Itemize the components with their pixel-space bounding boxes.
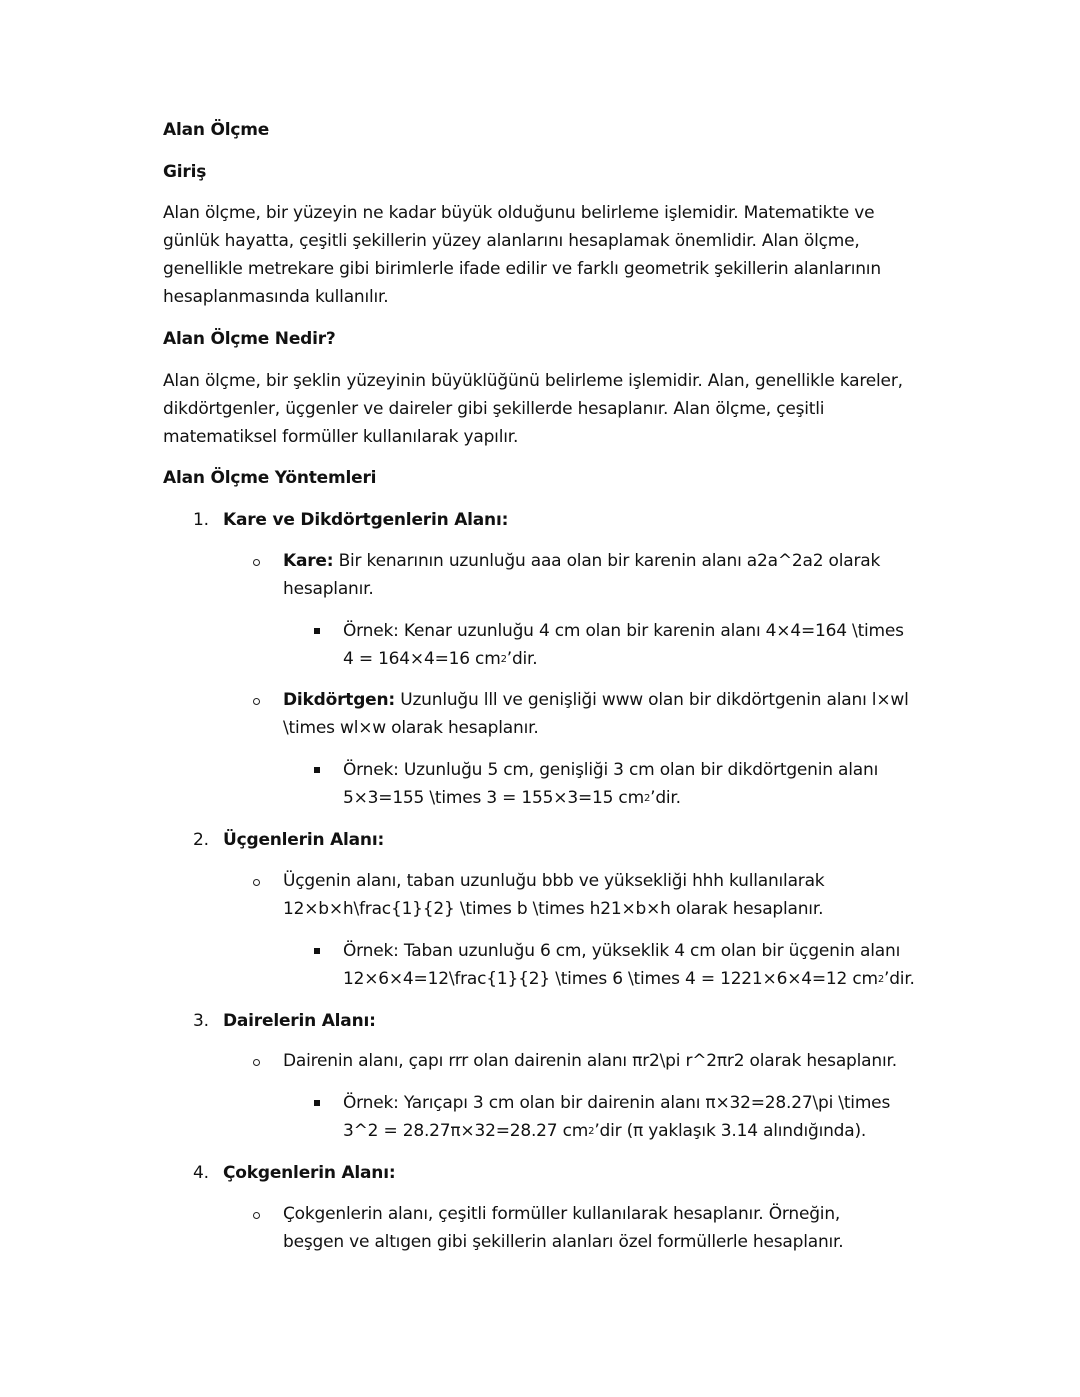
item-label: Dairelerin Alanı: bbox=[223, 1011, 376, 1031]
kare-line bbox=[283, 551, 880, 571]
bullet-circle bbox=[253, 1059, 260, 1066]
bullet-square bbox=[314, 948, 320, 954]
bullet-square bbox=[314, 767, 320, 773]
bullet-square bbox=[314, 628, 320, 634]
ucgen-line: 12×b×h\frac{1}{2} \times b \times h21×b×h olarak hesaplanır. bbox=[283, 899, 824, 919]
ucgen-line: Üçgenin alanı, taban uzunluğu bbb ve yüksekliği hhh kullanılarak bbox=[283, 871, 825, 891]
bullet-circle bbox=[253, 559, 260, 566]
item-label: Çokgenlerin Alanı: bbox=[223, 1163, 396, 1183]
example-line bbox=[343, 969, 915, 989]
example-line bbox=[343, 649, 538, 669]
superscript: 2 bbox=[500, 654, 507, 665]
example-line bbox=[343, 1121, 866, 1141]
bullet-circle bbox=[253, 698, 260, 705]
example-text: ’dir. bbox=[650, 788, 681, 808]
dik-line bbox=[283, 690, 909, 710]
example-text: 3^2 = 28.27π×32=28.27 cm bbox=[343, 1121, 589, 1141]
list-number: 3. bbox=[193, 1011, 209, 1031]
what-heading: Alan Ölçme Nedir? bbox=[163, 329, 336, 349]
example-line: Örnek: Kenar uzunluğu 4 cm olan bir karenin alanı 4×4=164 \times bbox=[343, 621, 904, 641]
example-text: ’dir (π yaklaşık 3.14 alındığında). bbox=[594, 1121, 867, 1141]
example-text: 12×6×4=12\frac{1}{2} \times 6 \times 4 = 1221×6×4=12 cm bbox=[343, 969, 878, 989]
example-line: Örnek: Yarıçapı 3 cm olan bir dairenin alanı π×32=28.27\pi \times bbox=[343, 1093, 891, 1113]
list-number: 4. bbox=[193, 1163, 209, 1183]
example-line: Örnek: Uzunluğu 5 cm, genişliği 3 cm olan bir dikdörtgenin alanı bbox=[343, 760, 879, 780]
item-label: Üçgenlerin Alanı: bbox=[223, 830, 385, 850]
intro-line: hesaplanmasında kullanılır. bbox=[163, 287, 389, 307]
kare-line: hesaplanır. bbox=[283, 579, 374, 599]
what-line: matematiksel formüller kullanılarak yapılır. bbox=[163, 427, 519, 447]
example-text: ’dir. bbox=[884, 969, 915, 989]
example-line bbox=[343, 788, 681, 808]
dik-term: Dikdörtgen: bbox=[283, 690, 396, 710]
what-line: Alan ölçme, bir şeklin yüzeyinin büyüklüğünü belirleme işlemidir. Alan, genellikle kareler, bbox=[163, 371, 903, 391]
bullet-square bbox=[314, 1100, 320, 1106]
daire-line: Dairenin alanı, çapı rrr olan dairenin alanı πr2\pi r^2πr2 olarak hesaplanır. bbox=[283, 1051, 897, 1071]
list-number: 2. bbox=[193, 830, 209, 850]
item-label: Kare ve Dikdörtgenlerin Alanı: bbox=[223, 510, 509, 530]
list-number: 1. bbox=[193, 510, 209, 530]
superscript: 2 bbox=[588, 1126, 595, 1137]
bullet-circle bbox=[253, 879, 260, 886]
dik-line: \times wl×w olarak hesaplanır. bbox=[283, 718, 539, 738]
intro-heading: Giriş bbox=[163, 162, 207, 182]
kare-term: Kare: bbox=[283, 551, 334, 571]
example-text: ’dir. bbox=[506, 649, 538, 669]
superscript: 2 bbox=[643, 793, 651, 804]
what-line: dikdörtgenler, üçgenler ve daireler gibi şekillerde hesaplanır. Alan ölçme, çeşitli bbox=[163, 399, 825, 419]
bullet-circle bbox=[253, 1212, 260, 1219]
methods-heading: Alan Ölçme Yöntemleri bbox=[163, 468, 377, 488]
superscript: 2 bbox=[877, 974, 885, 985]
example-text: 4 = 164×4=16 cm bbox=[343, 649, 501, 669]
kare-text: Bir kenarının uzunluğu aaa olan bir karenin alanı a2a^2a2 olarak bbox=[333, 551, 881, 571]
example-text: 5×3=155 \times 3 = 155×3=15 cm bbox=[343, 788, 644, 808]
intro-line: Alan ölçme, bir yüzeyin ne kadar büyük olduğunu belirleme işlemidir. Matematikte ve bbox=[163, 203, 875, 223]
dik-text: Uzunluğu lll ve genişliği www olan bir dikdörtgenin alanı l×wl bbox=[395, 690, 909, 710]
cokgen-line: beşgen ve altıgen gibi şekillerin alanları özel formüllerle hesaplanır. bbox=[283, 1232, 844, 1252]
doc-title: Alan Ölçme bbox=[163, 120, 270, 140]
intro-line: genellikle metrekare gibi birimlerle ifade edilir ve farklı geometrik şekillerin alanlarının bbox=[163, 259, 881, 279]
cokgen-line: Çokgenlerin alanı, çeşitli formüller kullanılarak hesaplanır. Örneğin, bbox=[283, 1204, 841, 1224]
example-line: Örnek: Taban uzunluğu 6 cm, yükseklik 4 cm olan bir üçgenin alanı bbox=[343, 941, 901, 961]
intro-line: günlük hayatta, çeşitli şekillerin yüzey alanlarını hesaplamak önemlidir. Alan ölçme, bbox=[163, 231, 860, 251]
